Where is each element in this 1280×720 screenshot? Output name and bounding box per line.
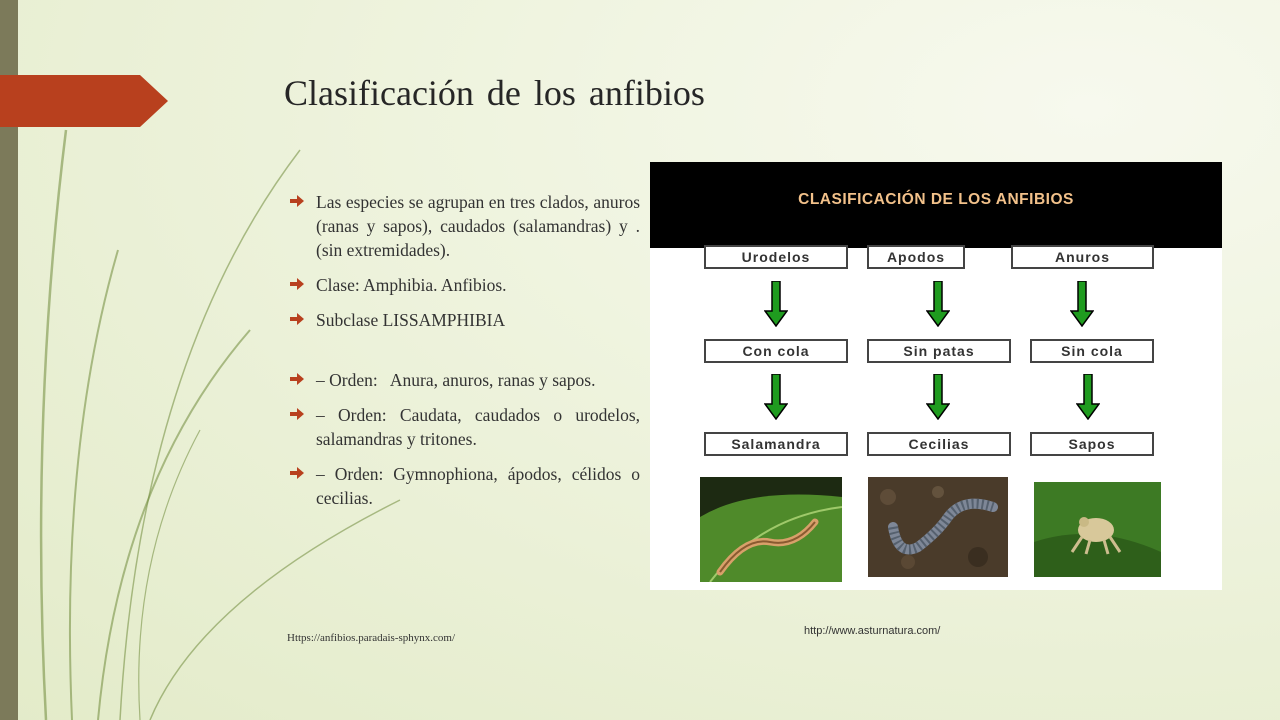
- green-down-arrow-icon: [764, 374, 788, 420]
- green-down-arrow-icon: [926, 281, 950, 327]
- box-group-anuros: Anuros: [1011, 245, 1154, 269]
- bullet-item: [290, 273, 640, 297]
- bullet-arrow-icon: [290, 195, 304, 207]
- box-example-sapos: Sapos: [1030, 432, 1154, 456]
- bullet-arrow-icon: [290, 313, 304, 325]
- bullet-text: – Orden: Caudata, caudados o urodelos, salamandras y tritones.: [316, 405, 640, 449]
- figure-title: CLASIFICACIÓN DE LOS ANFIBIOS: [798, 191, 1074, 208]
- green-down-arrow-icon: [764, 281, 788, 327]
- box-group-urodelos: Urodelos: [704, 245, 848, 269]
- source-link-anfibios[interactable]: Https://anfibios.paradais-sphynx.com/: [287, 632, 456, 644]
- bullet-list: [290, 190, 640, 521]
- green-down-arrow-icon: [1070, 281, 1094, 327]
- box-trait-con-cola: Con cola: [704, 339, 848, 363]
- bullet-item: [290, 190, 640, 262]
- classification-figure: [650, 162, 1222, 590]
- caecilian-photo: [868, 477, 1008, 577]
- bullet-text: Subclase LISSAMPHIBIA: [316, 310, 506, 330]
- box-example-salamandra: Salamandra: [704, 432, 848, 456]
- title-accent-arrow: [0, 75, 168, 127]
- green-down-arrow-icon: [1076, 374, 1100, 420]
- salamander-photo: [700, 477, 842, 582]
- box-group-apodos: Apodos: [867, 245, 965, 269]
- bullet-text: Las especies se agrupan en tres clados, anuros (ranas y sapos), caudados (salamandras) y .(sin extremidades).: [316, 192, 640, 260]
- source-link-asturnatura[interactable]: http://www.asturnatura.com/: [804, 625, 941, 637]
- bullet-arrow-icon: [290, 373, 304, 385]
- slide-title: Clasificación de los anfibios: [284, 73, 705, 113]
- box-example-cecilias: Cecilias: [867, 432, 1011, 456]
- bullet-item: [290, 308, 640, 332]
- bullet-item: [290, 462, 640, 510]
- bullet-arrow-icon: [290, 467, 304, 479]
- bullet-text: Clase: Amphibia. Anfibios.: [316, 275, 507, 295]
- bullet-text: – Orden: Anura, anuros, ranas y sapos.: [316, 370, 596, 390]
- bullet-item: [290, 368, 640, 392]
- bullet-text: – Orden: Gymnophiona, ápodos, célidos o cecilias.: [316, 464, 640, 508]
- bullet-arrow-icon: [290, 278, 304, 290]
- box-trait-sin-patas: Sin patas: [867, 339, 1011, 363]
- green-down-arrow-icon: [926, 374, 950, 420]
- bullet-item: [290, 403, 640, 451]
- toad-photo: [1034, 482, 1161, 577]
- bullet-arrow-icon: [290, 408, 304, 420]
- box-trait-sin-cola: Sin cola: [1030, 339, 1154, 363]
